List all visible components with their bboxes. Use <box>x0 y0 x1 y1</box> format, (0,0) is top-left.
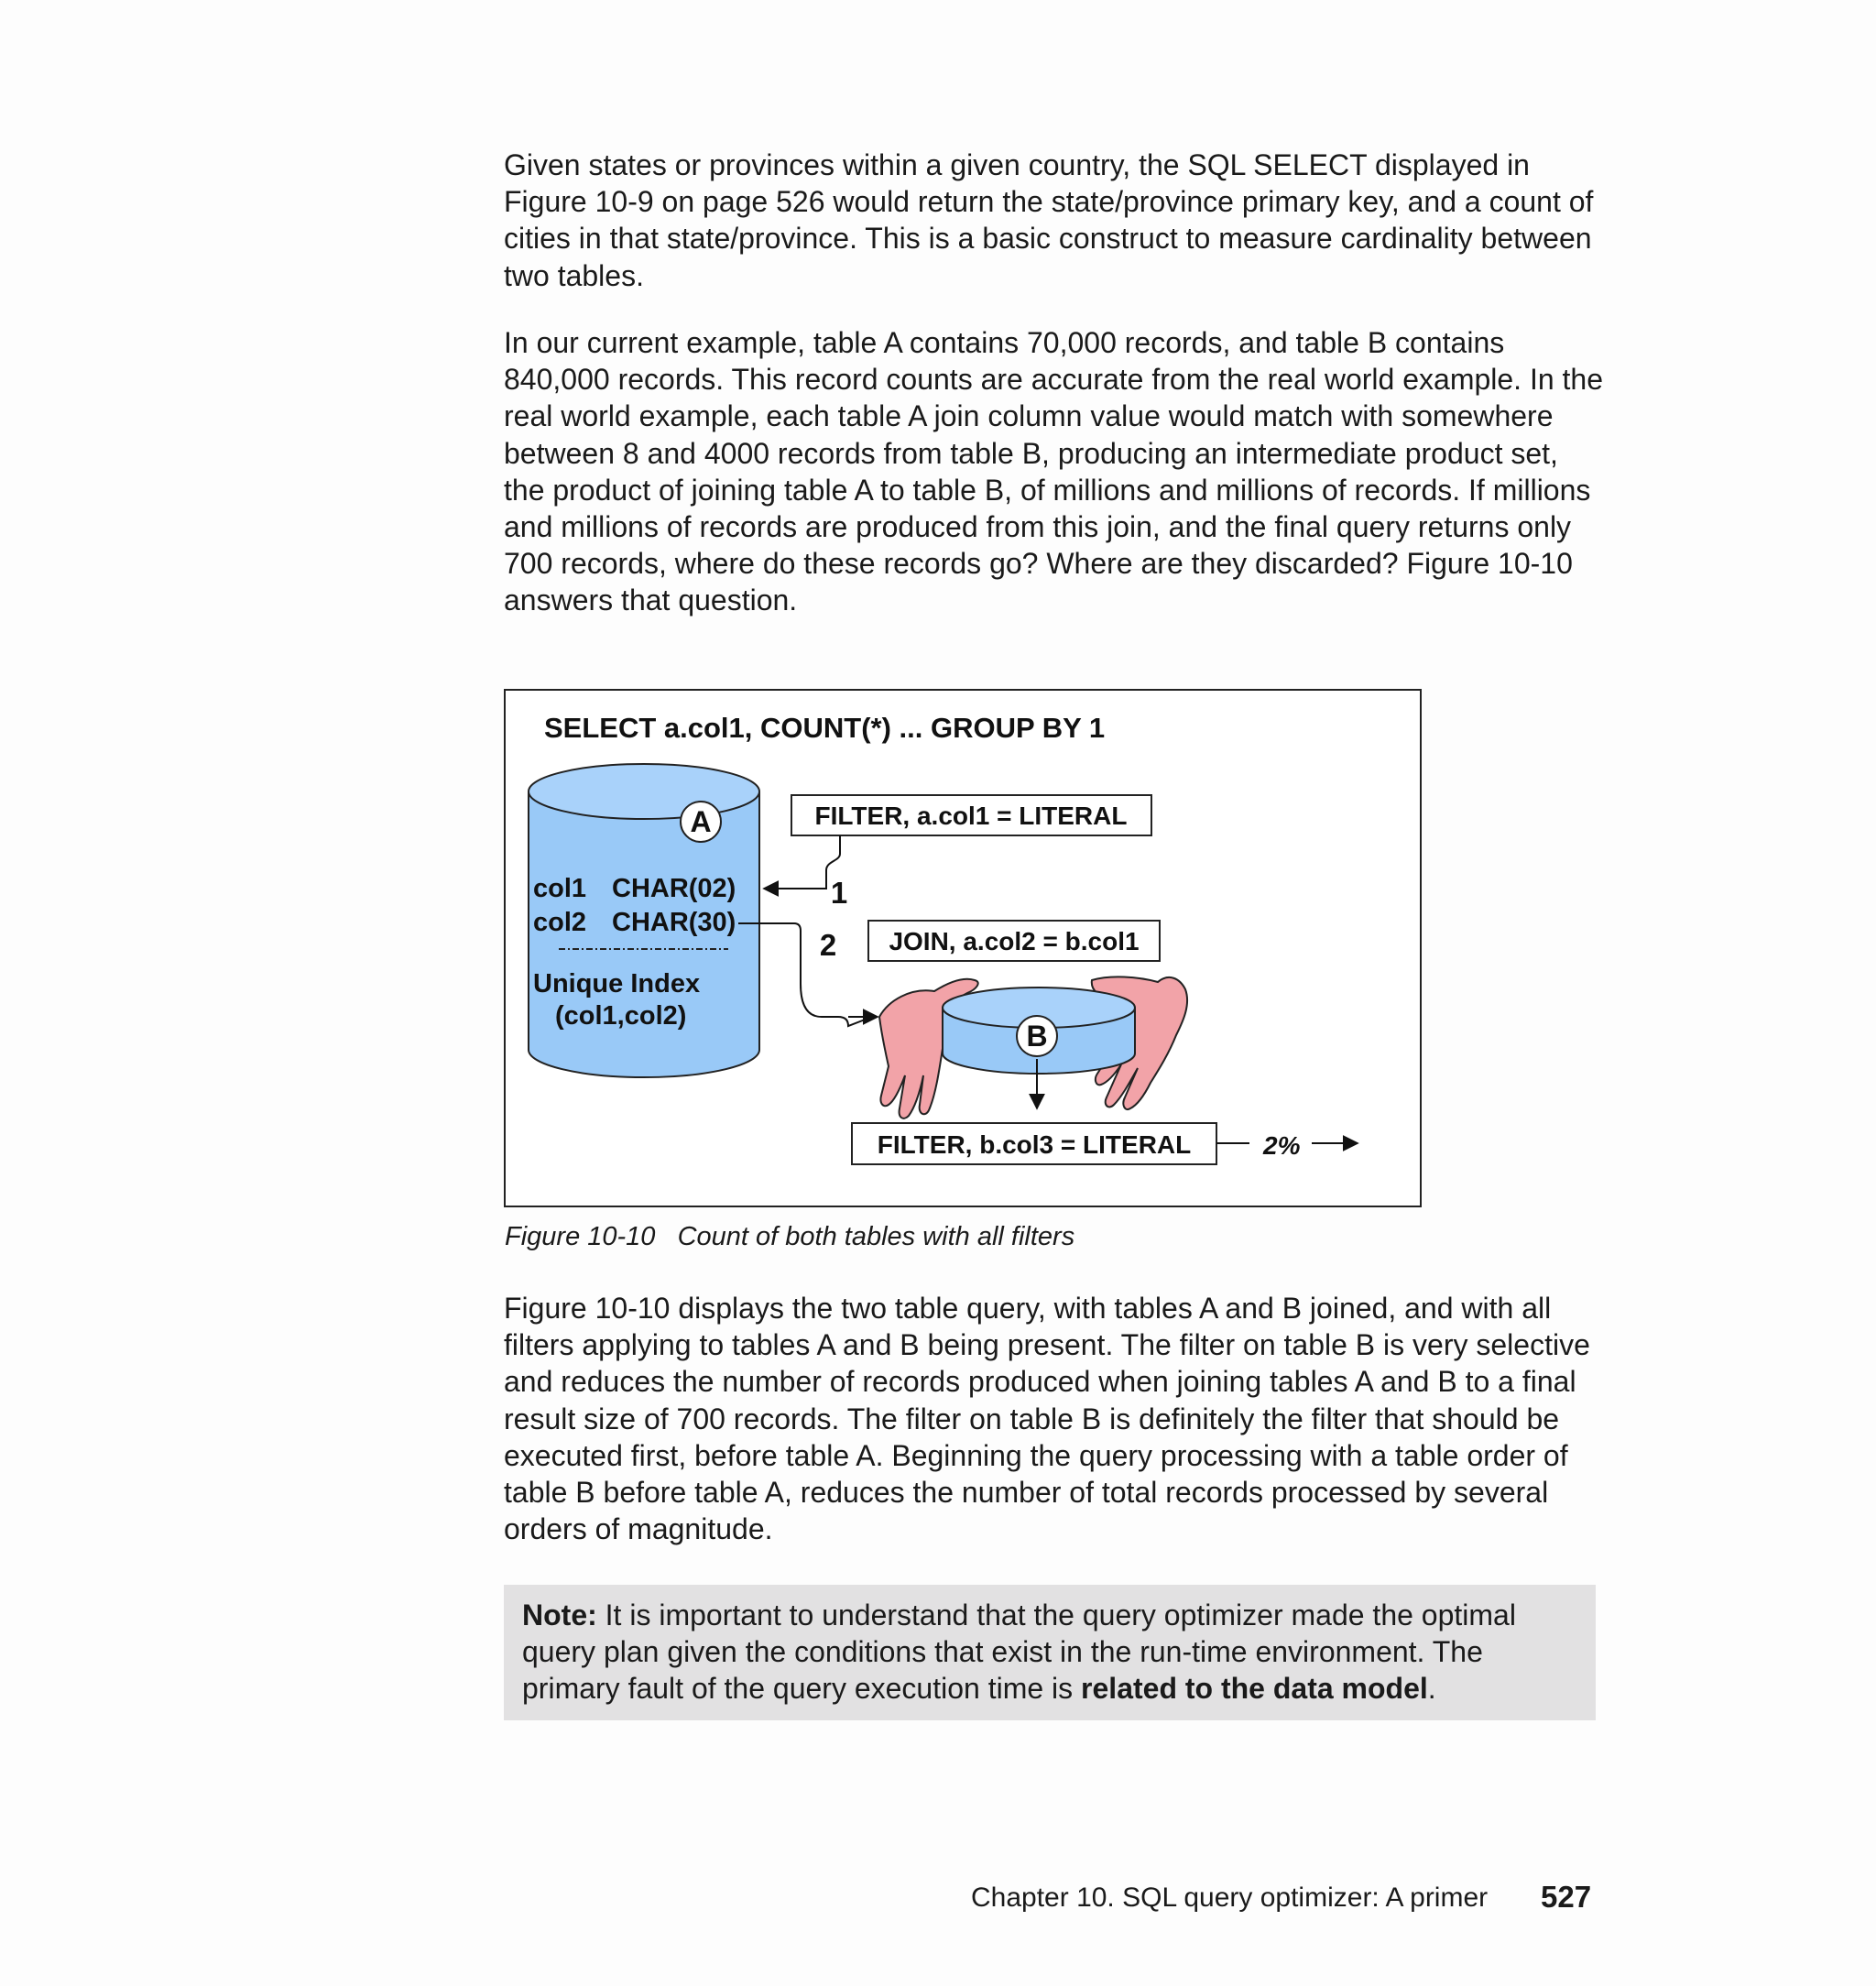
result-percent: 2% <box>1263 1131 1301 1160</box>
col1-name: col1 <box>533 874 587 903</box>
table-b-badge <box>1017 1016 1057 1056</box>
note-text: It is important to understand that the query optimizer made the optimal query plan given the conditions that exist in the run-time environment. The primary fault of the query execution time is <box>522 1599 1516 1706</box>
paragraph-example: In our current example, table A contains 70,000 records, and table B contains 840,000 records. This record counts are accurate from the real world example. In the real world example, each table A join column value would match with somewhere between 8 and 4000 records from table B, producing an intermediate product set, the product of joining table A to table B, of millions and millions of records. If millions and millions of records are produced from this join, and the final query returns only 700 records, where do these records go? Where are they discarded? Figure 10-10 answers that question. <box>504 326 1604 617</box>
step-1-label: 1 <box>830 876 848 910</box>
join-text: JOIN, a.col2 = b.col1 <box>889 927 1140 955</box>
step-2-label: 2 <box>819 928 837 962</box>
table-a-badge <box>681 802 721 842</box>
table-b-label: B <box>1026 1020 1048 1053</box>
figure-caption: Figure 10-10 Count of both tables with all filters <box>505 1222 1075 1251</box>
sql-statement: SELECT a.col1, COUNT(*) ... GROUP BY 1 <box>544 712 1106 744</box>
col1-type: CHAR(02) <box>612 874 736 903</box>
note-emphasis: related to the data model <box>1081 1672 1428 1706</box>
table-a-label: A <box>690 805 712 838</box>
col2-name: col2 <box>533 908 587 937</box>
footer-chapter-title: Chapter 10. SQL query optimizer: A primer <box>971 1882 1489 1913</box>
note-box <box>504 1585 1596 1720</box>
filter-a-arrow <box>764 835 840 889</box>
col2-type: CHAR(30) <box>612 908 736 937</box>
page-number: 527 <box>1541 1880 1592 1914</box>
paragraph-explanation: Figure 10-10 displays the two table query, with tables A and B joined, and with all filters applying to tables A and B being present. The filter on table B is very selective and reduces the number of records produced when joining tables A and B to a final result size of 700 records. The filter on table B is definitely the filter that should be executed first, before table A. Beginning the query processing with a table order of table B before table A, reduces the number of total records processed by several orders of magnitude. <box>504 1292 1590 1546</box>
note-end: . <box>1427 1672 1436 1706</box>
filter-a-text: FILTER, a.col1 = LITERAL <box>814 802 1128 830</box>
figure-10-10 <box>504 689 1422 1207</box>
index-title: Unique Index <box>533 969 701 998</box>
figure-diagram <box>506 691 1423 1209</box>
paragraph-intro: Given states or provinces within a given country, the SQL SELECT displayed in Figure 10-9 on page 526 would return the state/province primary key, and a count of cities in that state/province. This is a basic construct to measure cardinality between two tables. <box>504 148 1594 292</box>
index-columns: (col1,col2) <box>555 1001 687 1031</box>
filter-b-text: FILTER, b.col3 = LITERAL <box>877 1130 1192 1159</box>
note-label: Note: <box>522 1599 597 1631</box>
